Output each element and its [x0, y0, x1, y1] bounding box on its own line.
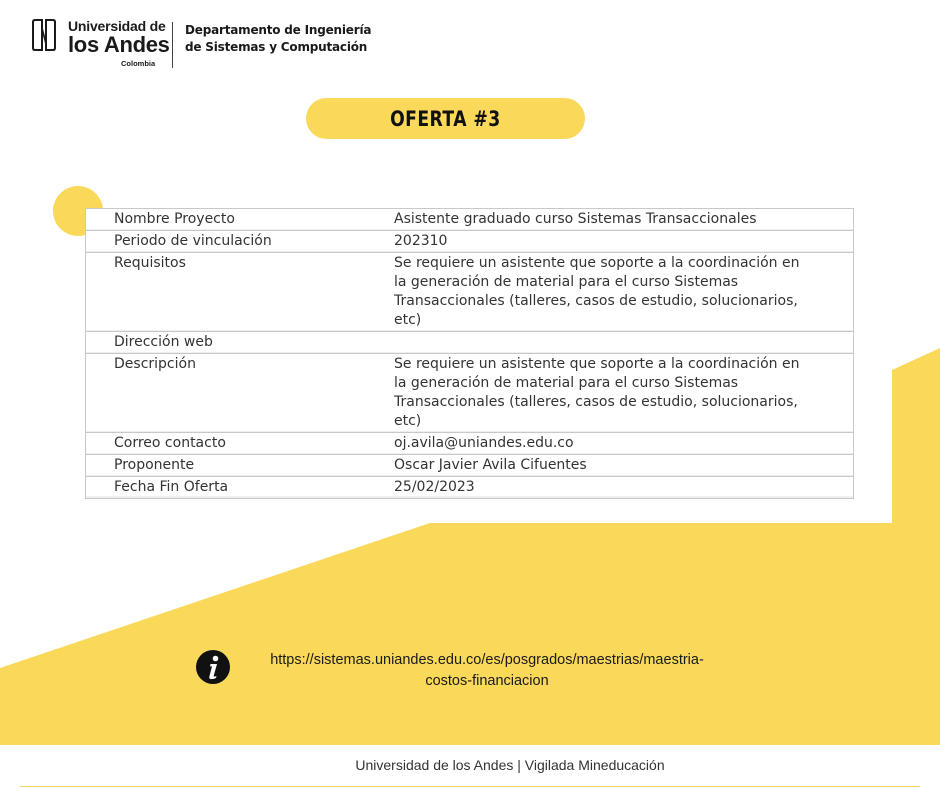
- university-emblem-icon: [30, 18, 58, 52]
- row-label: Fecha Fin Oferta: [114, 479, 229, 495]
- row-label: Correo contacto: [86, 433, 366, 455]
- table-row: [86, 433, 853, 455]
- row-value: 25/02/2023: [394, 479, 475, 495]
- table-row: [86, 477, 853, 498]
- program-link-line1[interactable]: https://sistemas.uniandes.edu.co/es/posgrados/maestrias/maestria-: [270, 652, 704, 668]
- info-icon: [195, 649, 231, 685]
- table-row: [86, 231, 853, 253]
- department-name-line1: Departamento de Ingeniería: [185, 23, 372, 37]
- row-label: Nombre Proyecto: [86, 209, 366, 231]
- department-name-line2: de Sistemas y Computación: [185, 40, 368, 54]
- university-logo[interactable]: [30, 16, 370, 72]
- contact-email[interactable]: oj.avila@uniandes.edu.co: [366, 433, 853, 455]
- table-row: [86, 253, 853, 332]
- logo-divider: [172, 22, 173, 68]
- row-label: Periodo de vinculación: [86, 231, 366, 253]
- row-value: [366, 332, 853, 354]
- row-value: Se requiere un asistente que soporte a la coordinación en la generación de material para el curso Sistemas Transaccionales (talleres, casos de estudio, solucionarios, etc): [366, 354, 853, 433]
- university-name-line1: Universidad de: [68, 18, 166, 34]
- program-link[interactable]: [237, 650, 737, 692]
- row-label: Descripción: [86, 354, 366, 433]
- university-country: Colombia: [121, 59, 156, 68]
- table-row: [86, 354, 853, 433]
- offer-title: OFERTA #3: [390, 106, 501, 131]
- program-link-line2[interactable]: costos-financiacion: [425, 673, 549, 689]
- offer-details-table: [85, 208, 854, 499]
- row-label: Requisitos: [86, 253, 366, 332]
- university-name-line2: los Andes: [68, 32, 170, 57]
- row-label: Proponente: [86, 455, 366, 477]
- row-value: Oscar Javier Avila Cifuentes: [366, 455, 853, 477]
- table-row: [86, 332, 853, 354]
- row-value: Se requiere un asistente que soporte a la coordinación en la generación de material para el curso Sistemas Transaccionales (talleres, casos de estudio, solucionarios, etc): [366, 253, 853, 332]
- offer-title-pill: [306, 98, 585, 139]
- footer-divider: [20, 786, 920, 787]
- row-value: Asistente graduado curso Sistemas Transaccionales: [366, 209, 853, 231]
- table-row: [86, 209, 853, 231]
- footer-text: Universidad de los Andes | Vigilada Mineducación: [355, 757, 665, 773]
- row-label: Dirección web: [86, 332, 366, 354]
- row-value: 202310: [366, 231, 853, 253]
- table-row: [86, 455, 853, 477]
